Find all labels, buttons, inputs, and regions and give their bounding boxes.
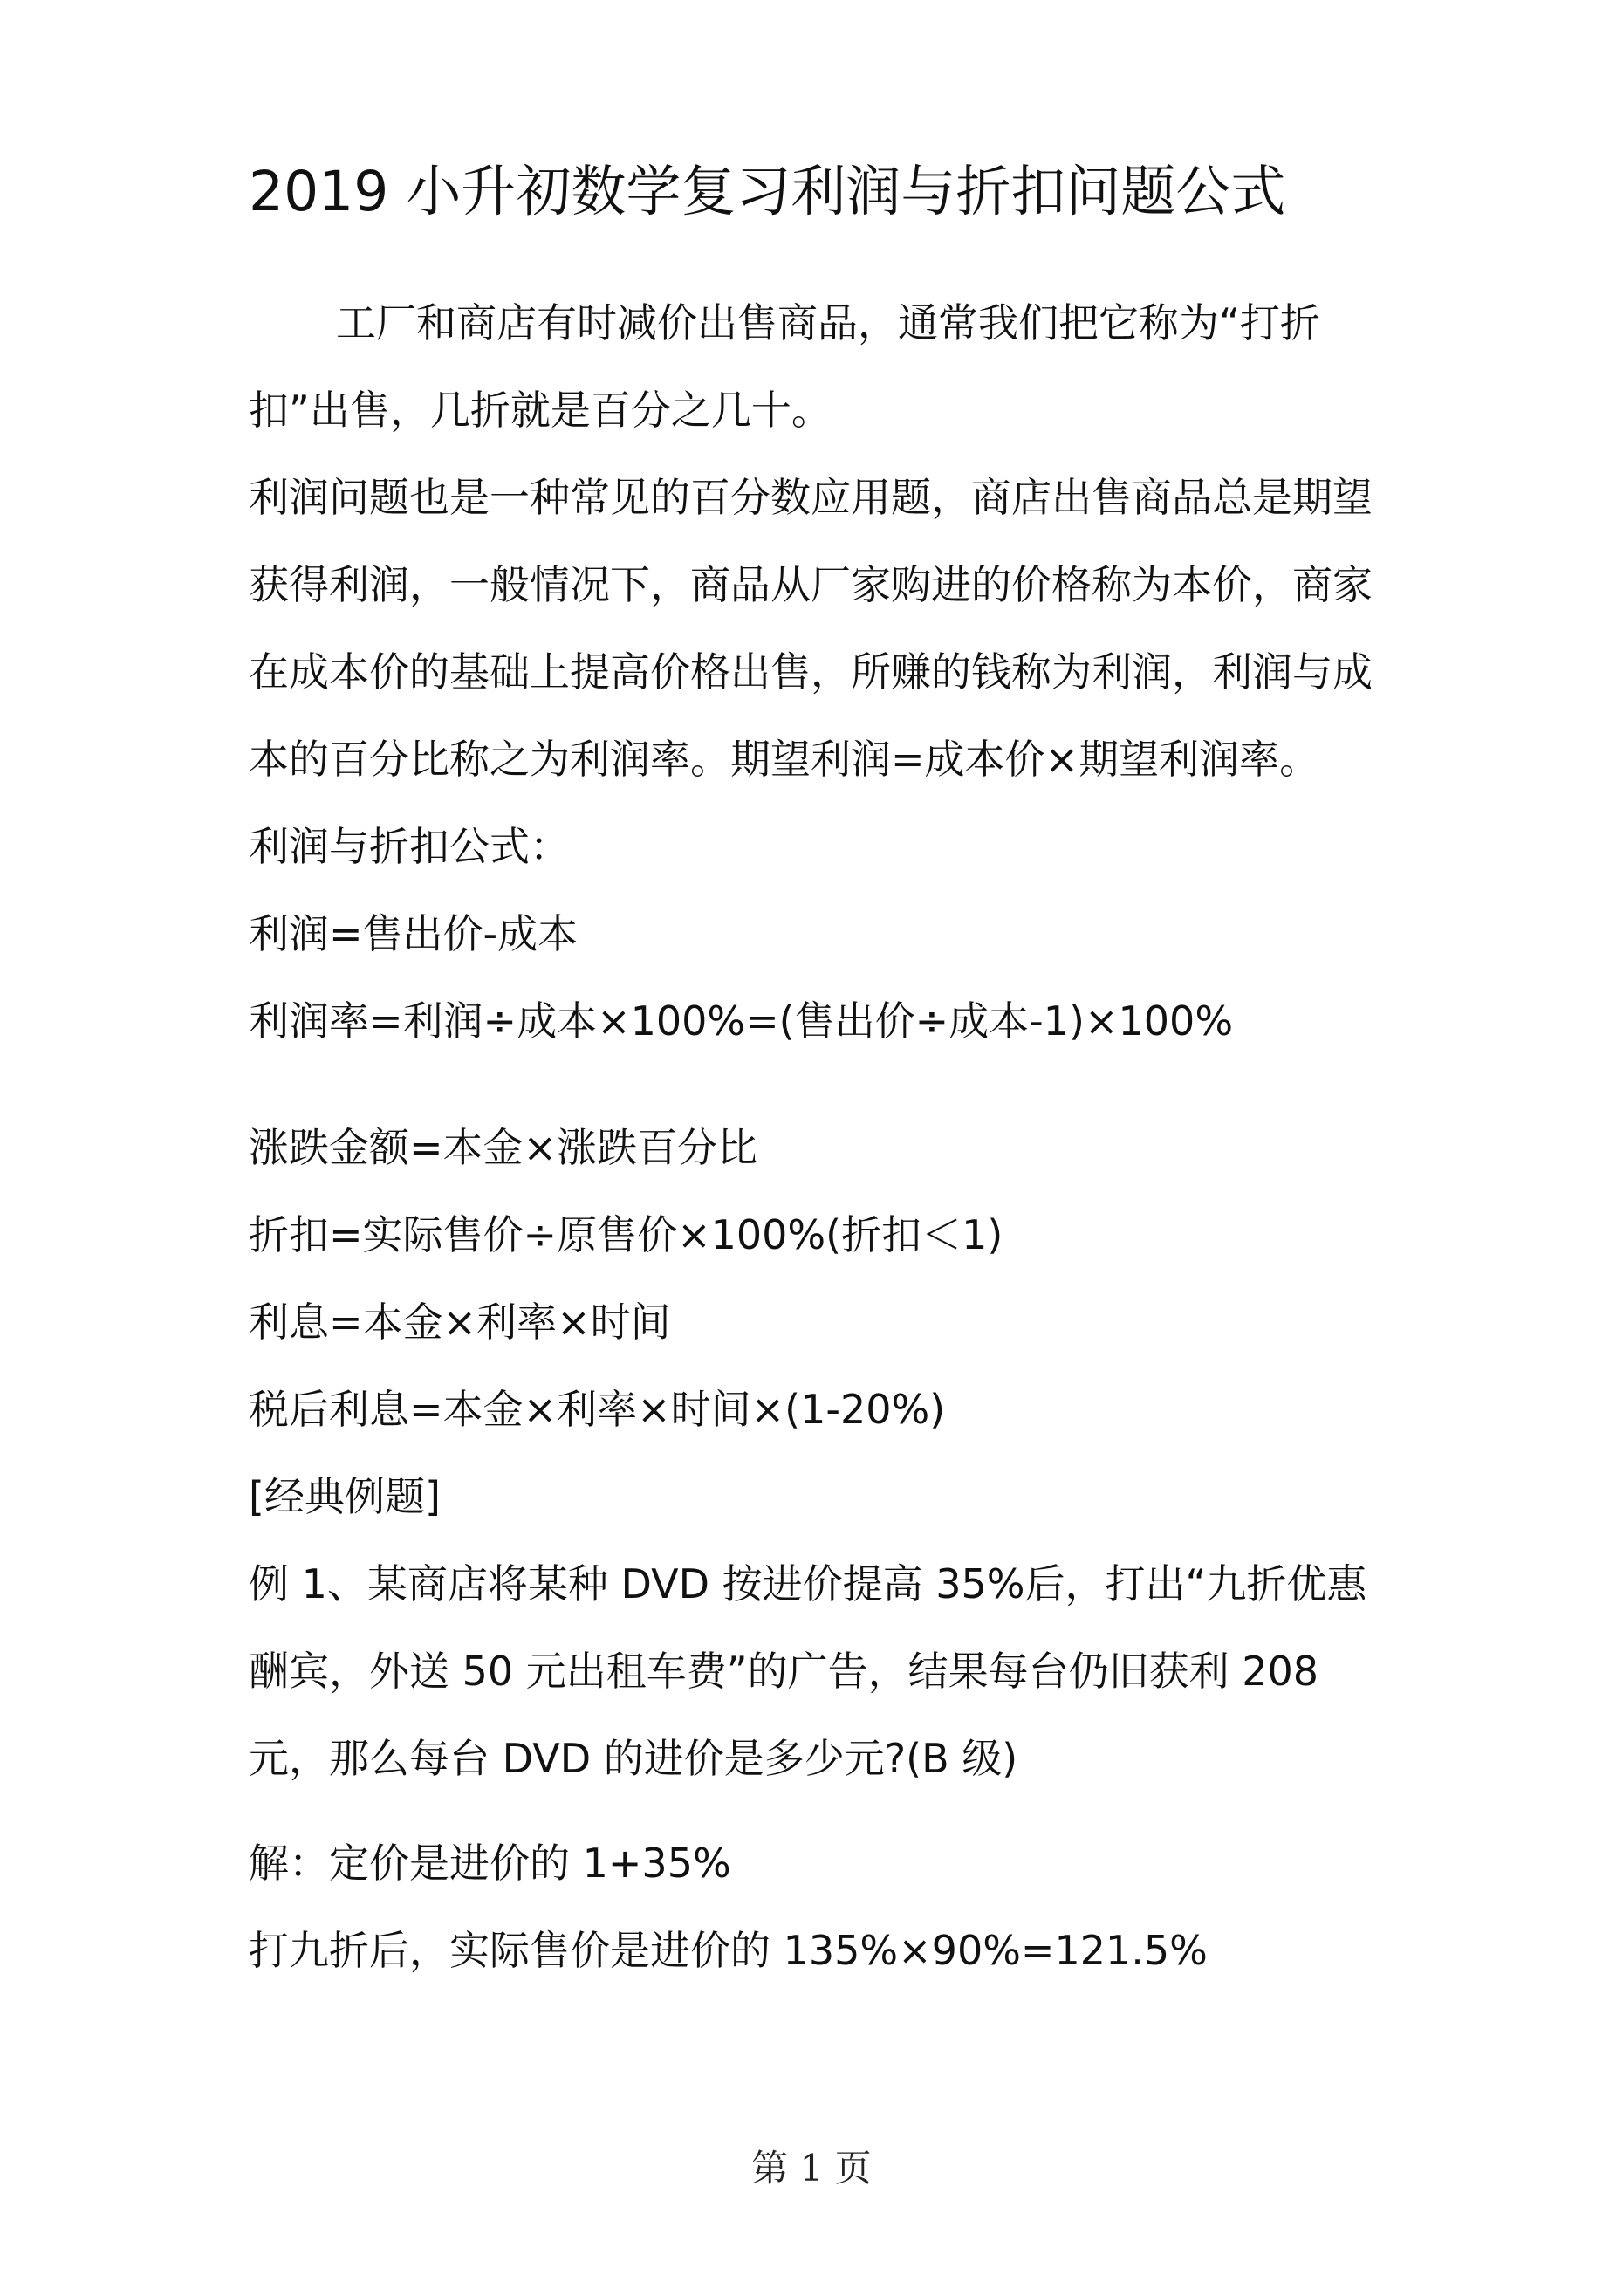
intro-paragraph: 工厂和商店有时减价出售商品，通常我们把它称为“打折扣”出售，几折就是百分之几十。 xyxy=(249,299,1320,434)
example-heading: [经典例题] xyxy=(249,1473,441,1520)
example-1-paragraph: 例 1、某商店将某种 DVD 按进价提高 35%后，打出“九折优惠酬宾，外送 50 元出租车费”的广告，结果每台仍旧获利 208 元，那么每台 DVD 的进价是多少元?(B 级) xyxy=(249,1560,1367,1782)
formula-heading: 利润与折扣公式： xyxy=(249,823,570,870)
formula-profit: 利润=售出价-成本 xyxy=(249,910,579,957)
document-title: 2019 小升初数学复习利润与折扣问题公式 xyxy=(249,160,1286,223)
solution-line-2: 打九折后，实际售价是进价的 135%×90%=121.5% xyxy=(249,1927,1208,1974)
formula-price-change: 涨跌金额=本金×涨跌百分比 xyxy=(249,1124,758,1171)
formula-profit-rate: 利润率=利润÷成本×100%=(售出价÷成本-1)×100% xyxy=(249,997,1234,1045)
page-number: 第 1 页 xyxy=(751,2147,872,2190)
profit-description-paragraph: 利润问题也是一种常见的百分数应用题，商店出售商品总是期望获得利润，一般情况下，商品从厂家购进的价格称为本价，商家在成本价的基础上提高价格出售，所赚的钱称为利润，利润与成本的百分比称之为利润率。期望利润=成本价×期望利润率。 xyxy=(249,474,1373,783)
formula-discount: 折扣=实际售价÷原售价×100%(折扣＜1) xyxy=(249,1211,1003,1258)
formula-interest: 利息=本金×利率×时间 xyxy=(249,1299,671,1346)
formula-after-tax-interest: 税后利息=本金×利率×时间×(1-20%) xyxy=(249,1386,946,1433)
solution-line-1: 解：定价是进价的 1+35% xyxy=(249,1840,731,1887)
document-body xyxy=(249,279,1383,1994)
